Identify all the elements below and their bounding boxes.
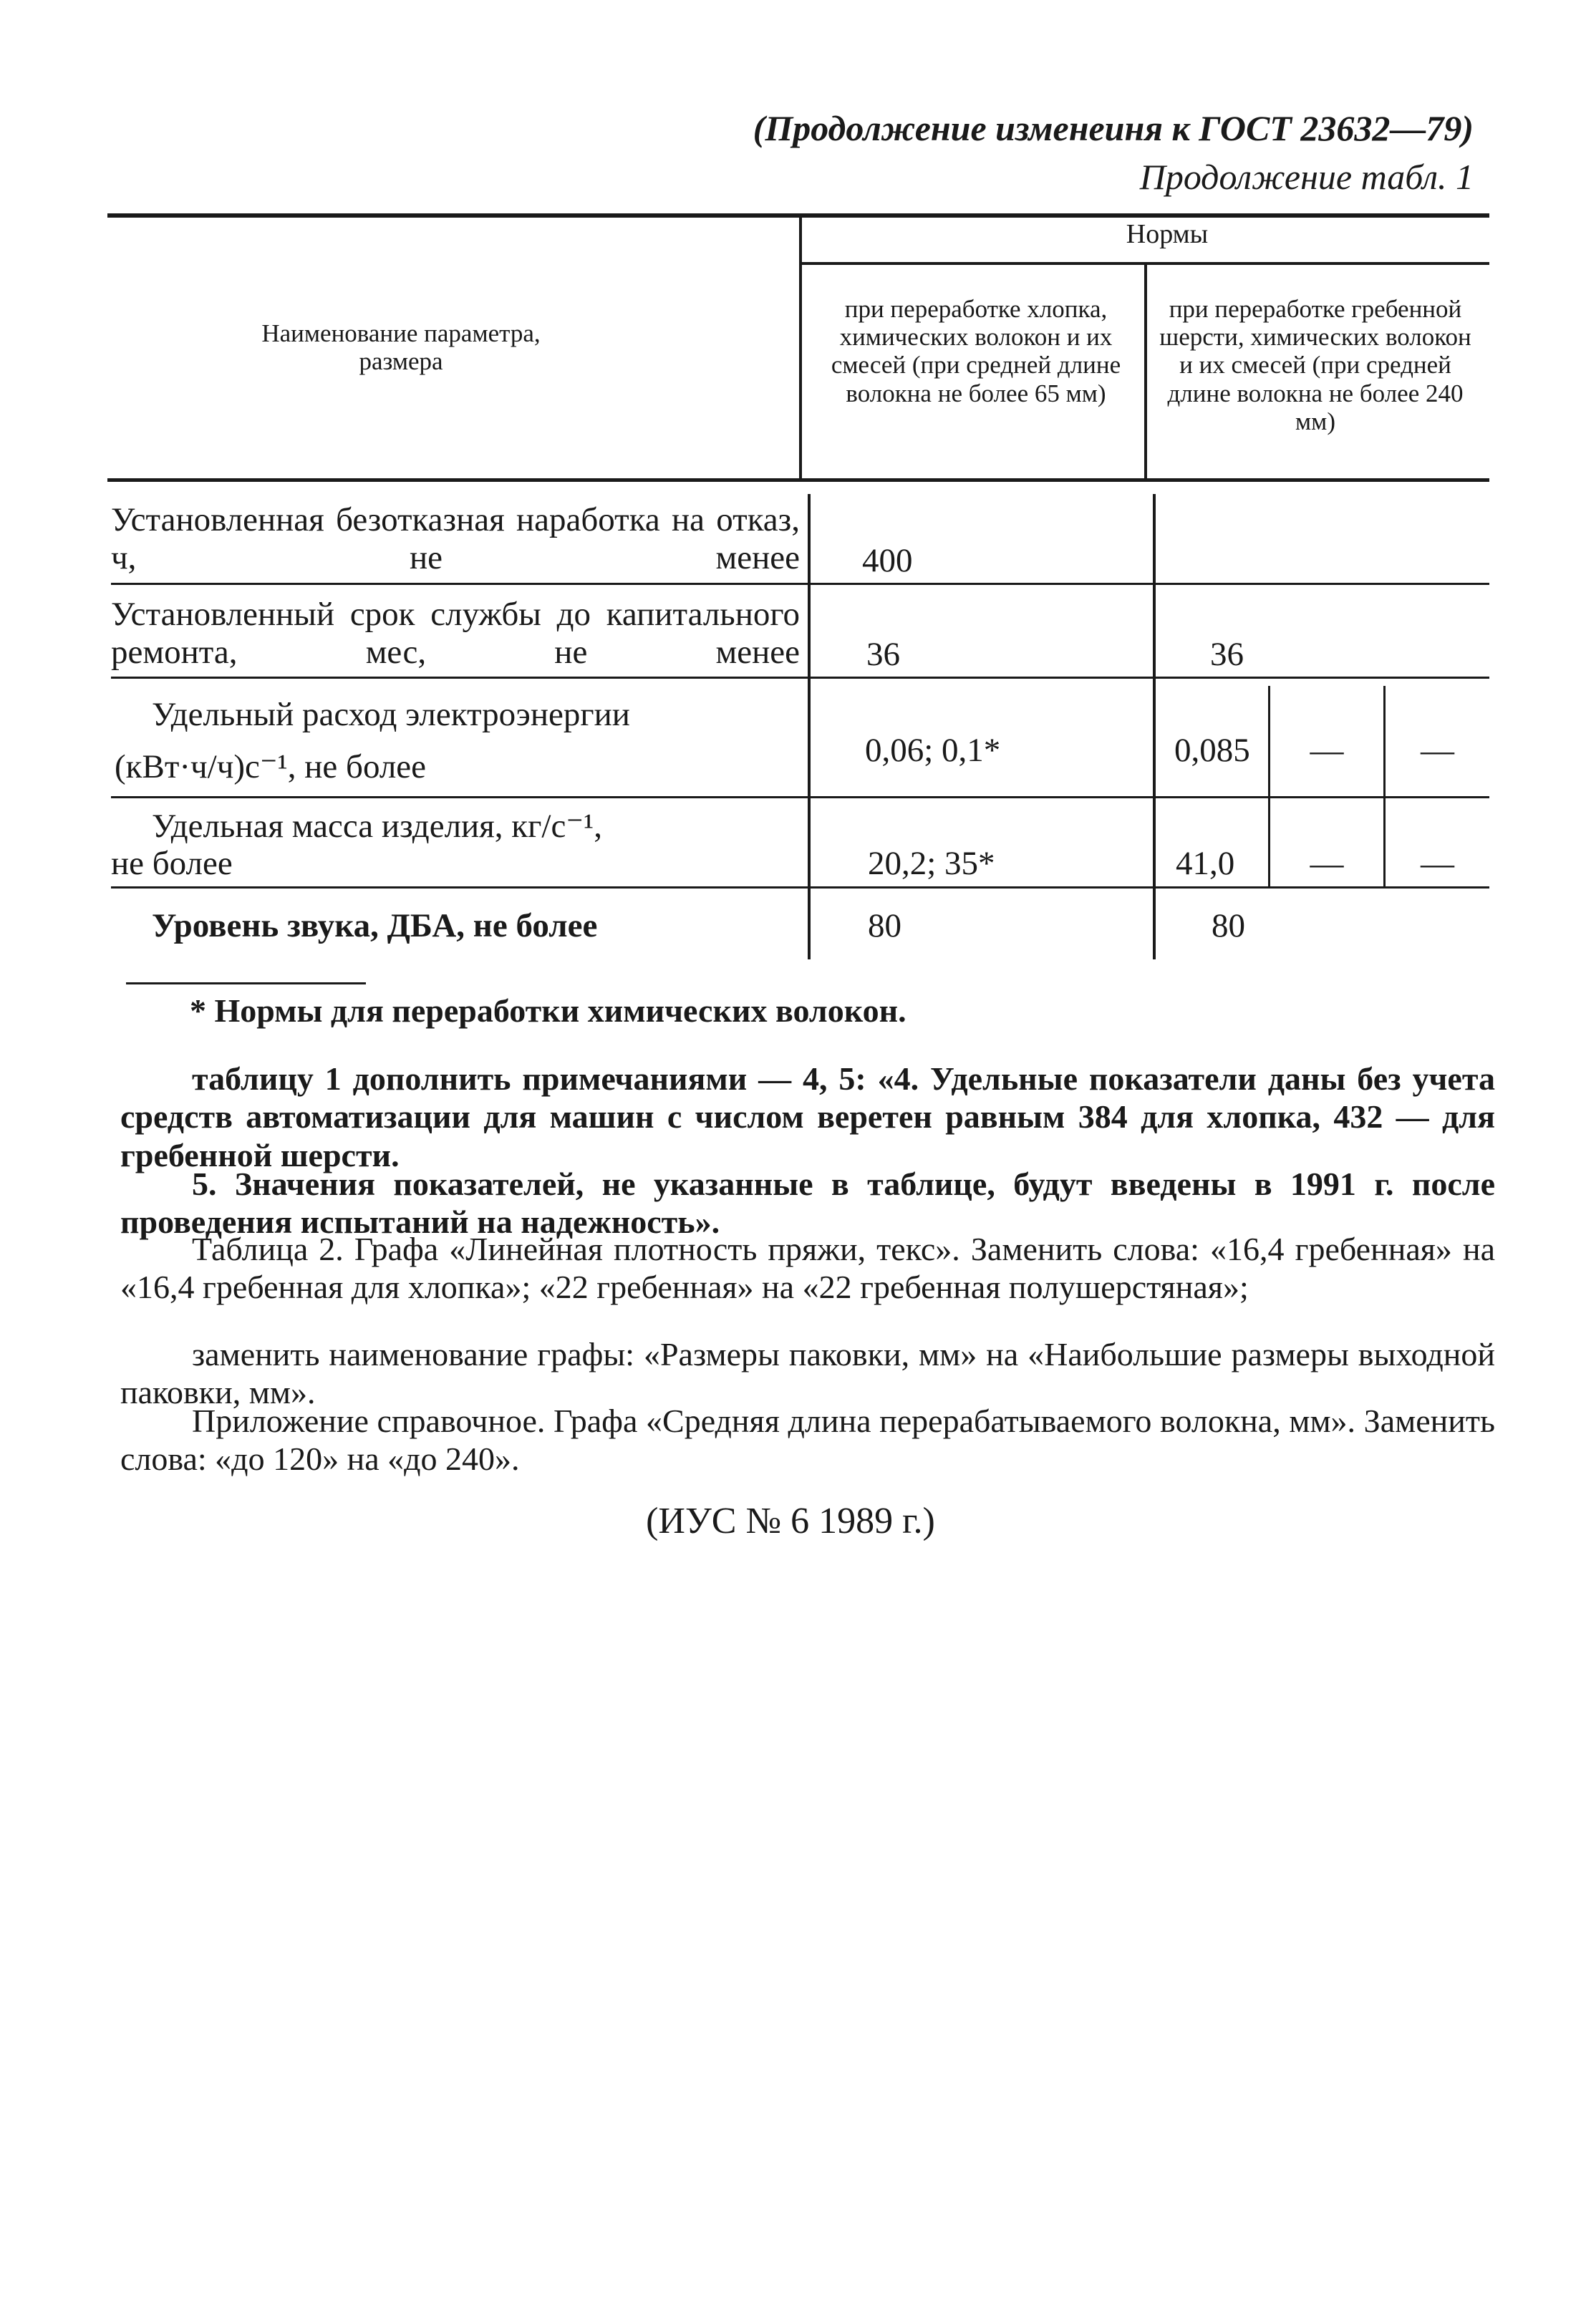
paragraph-1-text: таблицу 1 дополнить примечаниями — 4, 5: «4. Удельные показатели даны без учета средств автоматизации для машин с числом веретен равным 384 для хлопка, 432 — для гребенной шерсти. <box>120 1060 1495 1173</box>
body-divider-1 <box>808 494 811 959</box>
row-mass-label-line2: не более <box>111 845 233 882</box>
row-operating-time-label: Установленная безотказная наработка на отказ, ч, не менее <box>111 501 800 576</box>
paragraph-4 <box>120 1335 1495 1412</box>
column-header-parameter: Наименование параметра, размера <box>261 319 541 376</box>
paragraph-1 <box>120 1060 1495 1174</box>
table-continuation-header: Продолжение табл. 1 <box>1139 157 1474 197</box>
paragraph-3 <box>120 1230 1495 1307</box>
paragraph-5 <box>120 1402 1495 1478</box>
row-separator-2 <box>111 677 1489 679</box>
norms-header: Нормы <box>1126 219 1209 249</box>
row-energy-cotton: 0,06; 0,1* <box>865 732 1001 769</box>
ius-reference: (ИУС № 6 1989 г.) <box>646 1501 935 1541</box>
row-noise-label: Уровень звука, ДБА, не более <box>152 907 598 944</box>
row-service-life-wool: 36 <box>1210 636 1244 673</box>
column-header-cotton: при переработке хлопка, химических волокон и их смесей (при средней длине волокна не более 65 мм) <box>831 295 1121 407</box>
paragraph-3-text: Таблица 2. Графа «Линейная плотность пряжи, текс». Заменить слова: «16,4 гребенная» на «16,4 гребенная для хлопка»; «22 гребенная» на «22 гребенная полушерстяная»; <box>120 1231 1495 1306</box>
column-header-wool: при переработке гребенной шерсти, химических волокон и их смесей (при средней длине волокна не более 240 мм) <box>1159 295 1471 435</box>
row-service-life-label: Установленный срок службы до капитального ремонта, мес, не менее <box>111 596 800 671</box>
row-mass-extra1: — <box>1310 845 1344 882</box>
row-separator-1 <box>111 583 1489 585</box>
row-noise-wool: 80 <box>1212 907 1245 944</box>
norms-subcolumn-divider <box>1144 265 1147 478</box>
continuation-header: (Продолжение изменеиня к ГОСТ 23632—79) <box>753 108 1474 148</box>
row-separator-4 <box>111 886 1489 889</box>
row-mass-extra2: — <box>1421 845 1454 882</box>
paragraph-5-text: Приложение справочное. Графа «Средняя длина перерабатываемого волокна, мм». Заменить слова: «до 120» на «до 240». <box>120 1403 1495 1478</box>
footnote-rule <box>126 982 366 984</box>
body-divider-2 <box>1153 494 1156 959</box>
row-energy-extra2: — <box>1421 732 1454 769</box>
paragraph-4-text: заменить наименование графы: «Размеры паковки, мм» на «Наибольшие размеры выходной паковки, мм». <box>120 1336 1495 1411</box>
header-divider-vertical <box>799 213 802 478</box>
row-energy-wool: 0,085 <box>1174 732 1250 769</box>
row-energy-extra1: — <box>1310 732 1344 769</box>
footnote: * Нормы для переработки химических волокон. <box>190 992 906 1029</box>
row-noise-cotton: 80 <box>868 907 901 944</box>
row-operating-time-cotton: 400 <box>862 542 913 579</box>
row-service-life-cotton: 36 <box>866 636 900 673</box>
header-bottom-rule <box>107 478 1489 482</box>
paragraph-2-text: 5. Значения показателей, не указанные в таблице, будут введены в 1991 г. после проведения испытаний на надежность». <box>120 1166 1495 1241</box>
row-mass-label-line1: Удельная масса изделия, кг/с⁻¹, <box>152 808 602 845</box>
row-separator-3 <box>111 796 1489 798</box>
row-energy-label-line1: Удельный расход электроэнергии <box>152 696 630 733</box>
row-mass-wool: 41,0 <box>1176 845 1235 882</box>
row-mass-cotton: 20,2; 35* <box>868 845 995 882</box>
row-energy-label-line2: (кВт·ч/ч)с⁻¹, не более <box>115 748 427 785</box>
table-top-rule <box>107 213 1489 218</box>
